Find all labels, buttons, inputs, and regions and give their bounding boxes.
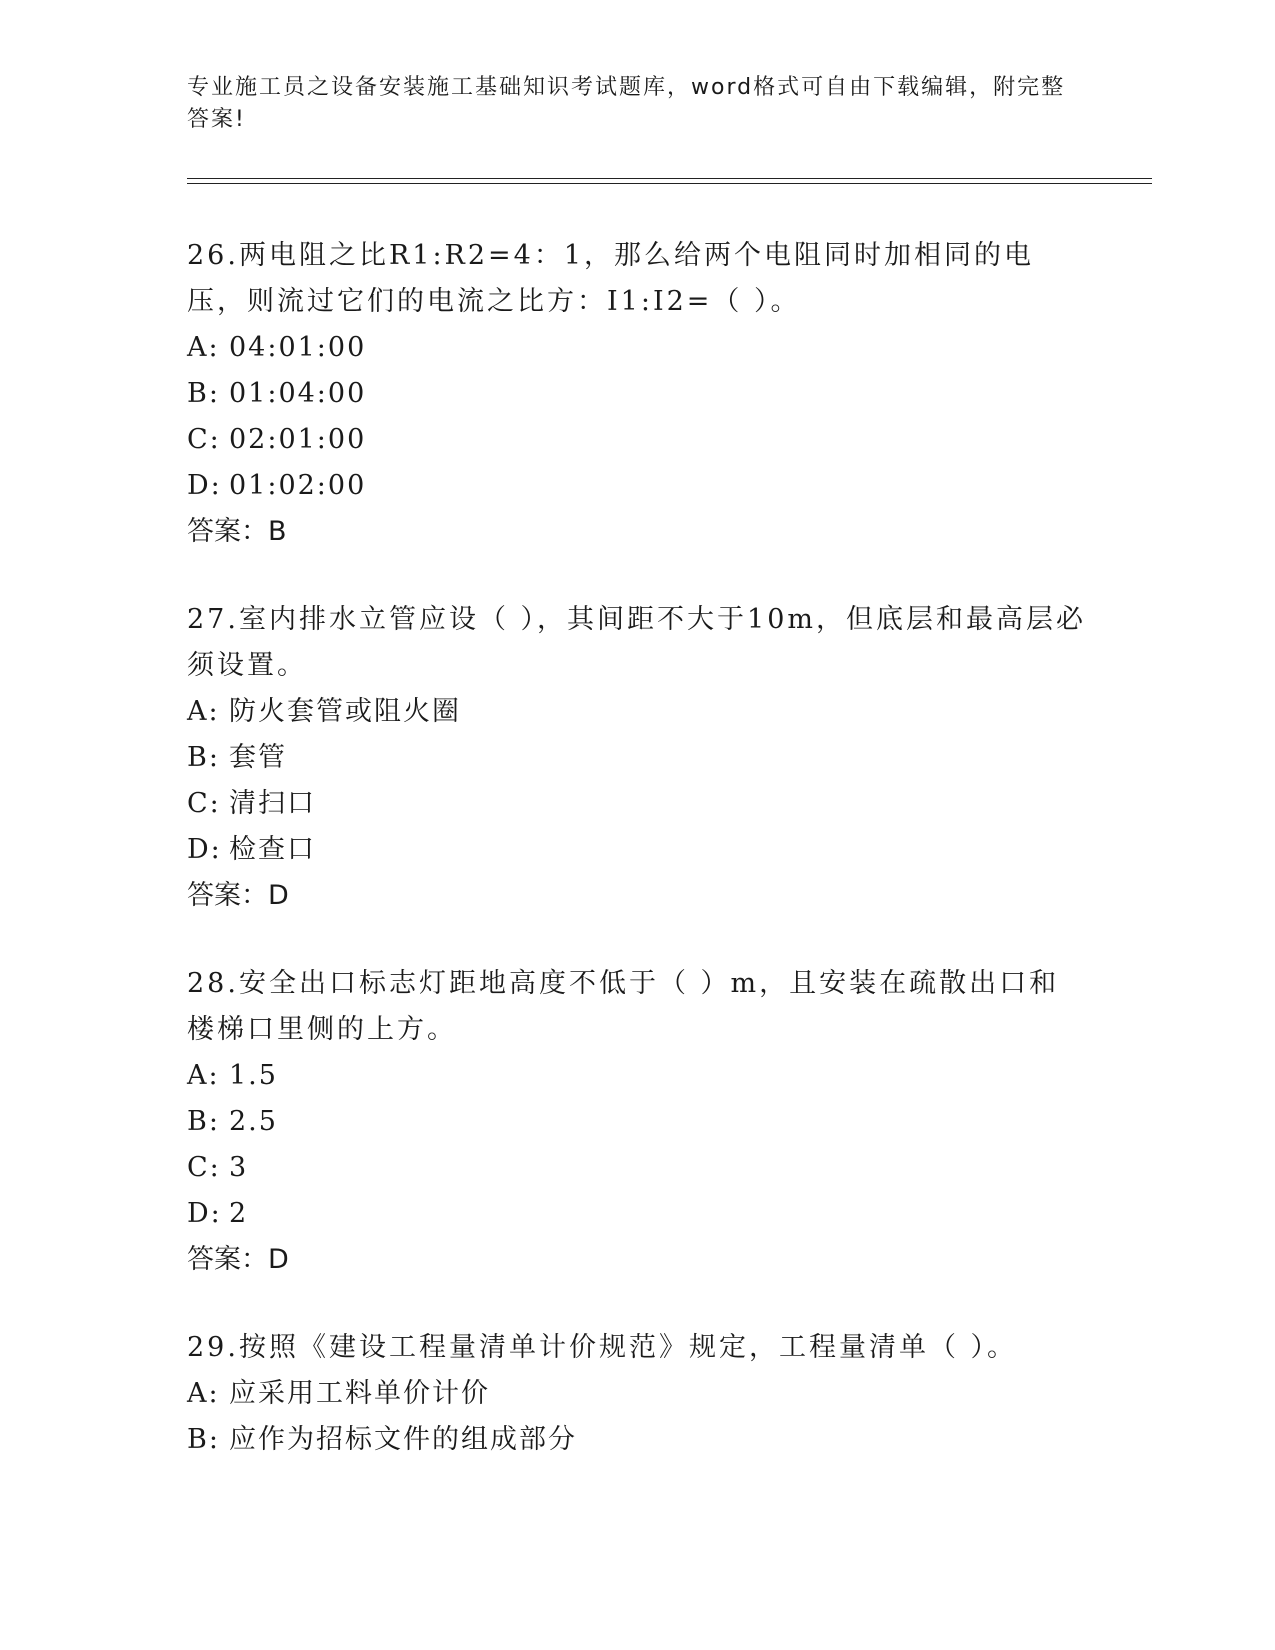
question-text: 28.安全出口标志灯距地高度不低于（ ）m，且安装在疏散出口和楼梯口里侧的上方。	[187, 968, 1060, 1045]
option-letter: A:	[187, 332, 220, 363]
option-a	[187, 689, 1087, 735]
option-letter: D:	[187, 834, 222, 865]
option-text: 04:01:00	[229, 332, 367, 363]
option-b	[187, 1417, 1087, 1463]
option-letter: A:	[187, 696, 220, 727]
option-letter: C:	[187, 788, 221, 819]
option-text: 2	[229, 1198, 249, 1229]
option-d	[187, 463, 1087, 509]
option-text: 套管	[229, 742, 287, 773]
option-letter: D:	[187, 470, 222, 501]
option-letter: A:	[187, 1060, 220, 1091]
option-text: 01:04:00	[229, 378, 367, 409]
question-28	[187, 961, 1087, 1283]
option-text: 防火套管或阻火圈	[229, 696, 461, 727]
question-text: 26.两电阻之比R1:R2=4：1，那么给两个电阻同时加相同的电压，则流过它们的电流之比方：I1:I2=（ ）。	[187, 240, 1035, 317]
option-letter: A:	[187, 1378, 220, 1409]
document-header: 专业施工员之设备安装施工基础知识考试题库，word格式可自由下载编辑，附完整答案!	[187, 75, 1066, 132]
option-text: 02:01:00	[229, 424, 367, 455]
option-text: 3	[229, 1152, 249, 1183]
option-d	[187, 1191, 1087, 1237]
option-text: 应采用工料单价计价	[229, 1378, 490, 1409]
option-a	[187, 325, 1087, 371]
option-a	[187, 1053, 1087, 1099]
option-letter: B:	[187, 742, 220, 773]
option-a	[187, 1371, 1087, 1417]
option-text: 应作为招标文件的组成部分	[229, 1424, 577, 1455]
option-c	[187, 417, 1087, 463]
option-c	[187, 781, 1087, 827]
question-text: 29.按照《建设工程量清单计价规范》规定，工程量清单（ ）。	[187, 1332, 1018, 1363]
option-letter: C:	[187, 1152, 221, 1183]
option-text: 1.5	[229, 1060, 278, 1091]
question-26	[187, 233, 1087, 555]
option-text: 检查口	[229, 834, 316, 865]
option-text: 清扫口	[229, 788, 316, 819]
header-rule-top	[187, 178, 1152, 179]
question-27	[187, 597, 1087, 919]
answer: 答案：D	[187, 880, 289, 911]
question-text: 27.室内排水立管应设（ ），其间距不大于10m，但底层和最高层必须设置。	[187, 604, 1086, 681]
option-b	[187, 371, 1087, 417]
option-letter: D:	[187, 1198, 222, 1229]
option-letter: B:	[187, 378, 220, 409]
option-text: 01:02:00	[229, 470, 367, 501]
option-letter: C:	[187, 424, 221, 455]
option-b	[187, 1099, 1087, 1145]
question-29	[187, 1325, 1087, 1463]
option-d	[187, 827, 1087, 873]
answer: 答案：B	[187, 516, 287, 547]
option-text: 2.5	[229, 1106, 278, 1137]
option-c	[187, 1145, 1087, 1191]
option-b	[187, 735, 1087, 781]
option-letter: B:	[187, 1106, 220, 1137]
option-letter: B:	[187, 1424, 220, 1455]
answer: 答案：D	[187, 1244, 289, 1275]
header-rule-bottom	[187, 183, 1152, 184]
